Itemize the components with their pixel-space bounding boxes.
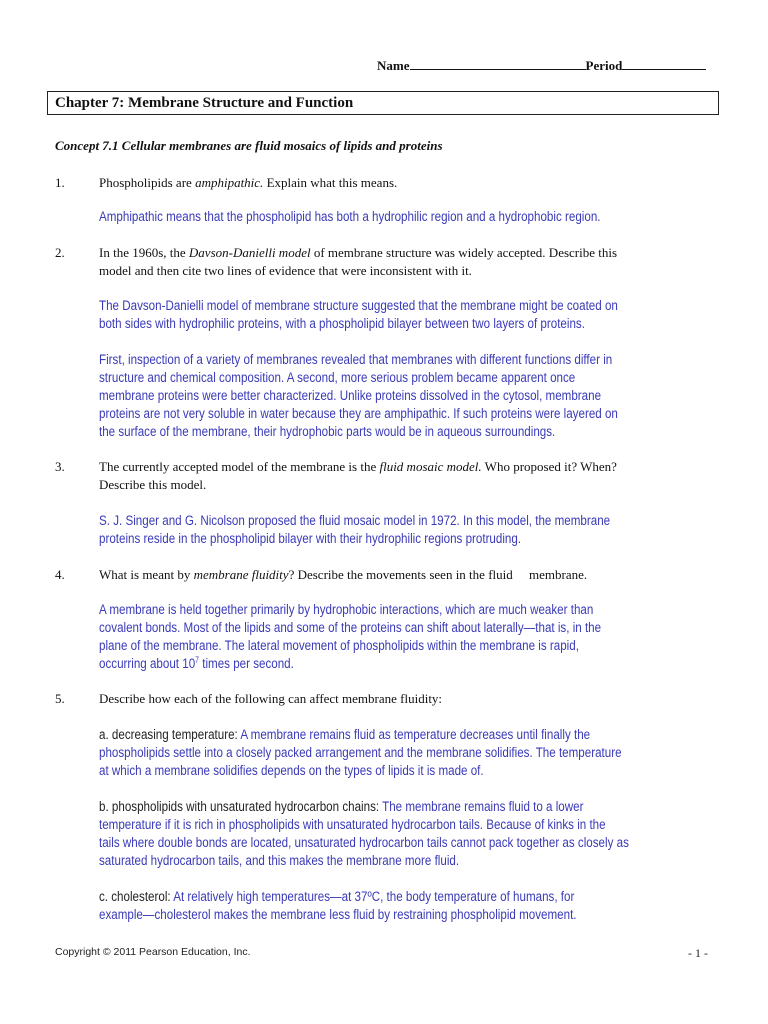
concept-heading: Concept 7.1 Cellular membranes are fluid mosaics of lipids and proteins: [55, 138, 443, 153]
q2-answer-b: [99, 351, 702, 441]
answer-line: The Davson-Danielli model of membrane structure suggested that the membrane might be coated on: [99, 298, 618, 313]
q5-part-b: [99, 798, 715, 870]
q2-text-end: of membrane structure was widely accepted. Describe this: [310, 245, 618, 260]
q3-text: The currently accepted model of the membrane is the: [99, 459, 380, 474]
answer-text: At relatively high temperatures—at 37ºC, the body temperature of humans, for: [173, 889, 575, 904]
answer-line: A membrane is held together primarily by hydrophobic interactions, which are much weaker than: [99, 602, 594, 617]
page-number: - 1 -: [688, 946, 708, 960]
copyright-notice: Copyright © 2011 Pearson Education, Inc.: [55, 946, 251, 958]
q1-text-end: Explain what this means.: [263, 175, 398, 190]
q1-answer: [99, 208, 682, 226]
q5-number: 5.: [55, 691, 65, 706]
q2-answer-a: [99, 297, 702, 333]
name-period-line: [377, 57, 706, 74]
answer-line: proteins reside in the phospholipid bilayer with their hydrophilic regions protruding.: [99, 531, 522, 546]
name-label: Name: [377, 58, 410, 73]
q2-line2: model and then cite two lines of evidence that were inconsistent with it.: [99, 263, 472, 278]
q4-answer: [99, 601, 683, 673]
q1-answer-line: Amphipathic means that the phospholipid has both a hydrophilic region and a hydrophobic region.: [99, 209, 601, 224]
q3-text-end: Who proposed it? When?: [481, 459, 617, 474]
part-a-label: a. decreasing temperature:: [99, 727, 241, 742]
q3-line2: Describe this model.: [99, 477, 207, 492]
part-c-label: c. cholesterol:: [99, 889, 174, 904]
period-label: Period: [585, 58, 623, 73]
q3-term: fluid mosaic model.: [379, 459, 482, 474]
q1-term: amphipathic.: [195, 175, 264, 190]
q5-text: Describe how each of the following can affect membrane fluidity:: [99, 691, 443, 706]
answer-line: membrane proteins were better characterized. Unlike proteins dissolved in the cytosol, membrane: [99, 388, 602, 403]
exponent: 7: [195, 655, 200, 665]
part-b-label: b. phospholipids with unsaturated hydrocarbon chains:: [99, 799, 383, 814]
answer-line: proteins are not very soluble in water because they are amphipathic. If such proteins were layered on: [99, 406, 618, 421]
q2-text: In the 1960s, the: [99, 245, 189, 260]
q3-number: 3.: [55, 459, 65, 474]
answer-line: First, inspection of a variety of membranes revealed that membranes with different functions differ in: [99, 352, 613, 367]
answer-line: [99, 655, 601, 673]
chapter-title-box: [47, 91, 719, 115]
answer-text: A membrane remains fluid as temperature decreases until finally the: [240, 727, 591, 742]
period-blank[interactable]: [622, 57, 706, 70]
answer-line: temperature if it is rich in phospholipids with unsaturated hydrocarbon tails. Because of kinks in the: [99, 817, 606, 832]
q4-term: membrane fluidity: [193, 567, 289, 582]
answer-line: tails where double bonds are located, unsaturated hydrocarbon tails cannot pack together as closely as: [99, 835, 629, 850]
chapter-title: Chapter 7: Membrane Structure and Function: [55, 95, 354, 111]
answer-text: times per second.: [199, 656, 294, 671]
answer-line: plane of the membrane. The lateral movement of phospholipids within the membrane is rapid,: [99, 638, 579, 653]
answer-line: saturated hydrocarbon tails, and this makes the membrane more fluid.: [99, 853, 460, 868]
answer-line: structure and chemical composition. A second, more serious problem became apparent once: [99, 370, 576, 385]
answer-text: The membrane remains fluid to a lower: [382, 799, 584, 814]
name-blank[interactable]: [410, 57, 586, 70]
q4-prompt: [99, 566, 719, 584]
answer-line: covalent bonds. Most of the lipids and some of the proteins can shift about laterally—that is, in the: [99, 620, 602, 635]
q4-number: 4.: [55, 567, 65, 582]
answer-line: example—cholesterol makes the membrane less fluid by restraining phospholipid movement.: [99, 907, 577, 922]
answer-line: S. J. Singer and G. Nicolson proposed the fluid mosaic model in 1972. In this model, the membrane: [99, 513, 611, 528]
answer-line: the surface of the membrane, their hydrophobic parts would be in aqueous surroundings.: [99, 424, 556, 439]
q3-prompt: [99, 458, 719, 494]
answer-text: occurring about 10: [99, 656, 196, 671]
q1-number: 1.: [55, 175, 65, 190]
q5-part-c: [99, 888, 654, 924]
q2-number: 2.: [55, 245, 65, 260]
q2-term: Davson-Danielli model: [188, 245, 311, 260]
q5-part-a: [99, 726, 707, 780]
q1-text: Phospholipids are: [99, 175, 196, 190]
q4-text: What is meant by: [99, 567, 194, 582]
q3-answer: [99, 512, 693, 548]
answer-line: phospholipids settle into a closely packed arrangement and the membrane solidifies. The temperature: [99, 745, 622, 760]
q4-text-end: ? Describe the movements seen in the fluid membrane.: [288, 567, 588, 582]
answer-line: both sides with hydrophilic proteins, with a phospholipid bilayer between two layers of proteins.: [99, 316, 585, 331]
answer-line: at which a membrane solidifies depends on the types of lipids it is made of.: [99, 763, 484, 778]
q2-prompt: [99, 244, 719, 280]
q5-prompt: [99, 690, 719, 708]
q1-prompt: [99, 174, 719, 192]
